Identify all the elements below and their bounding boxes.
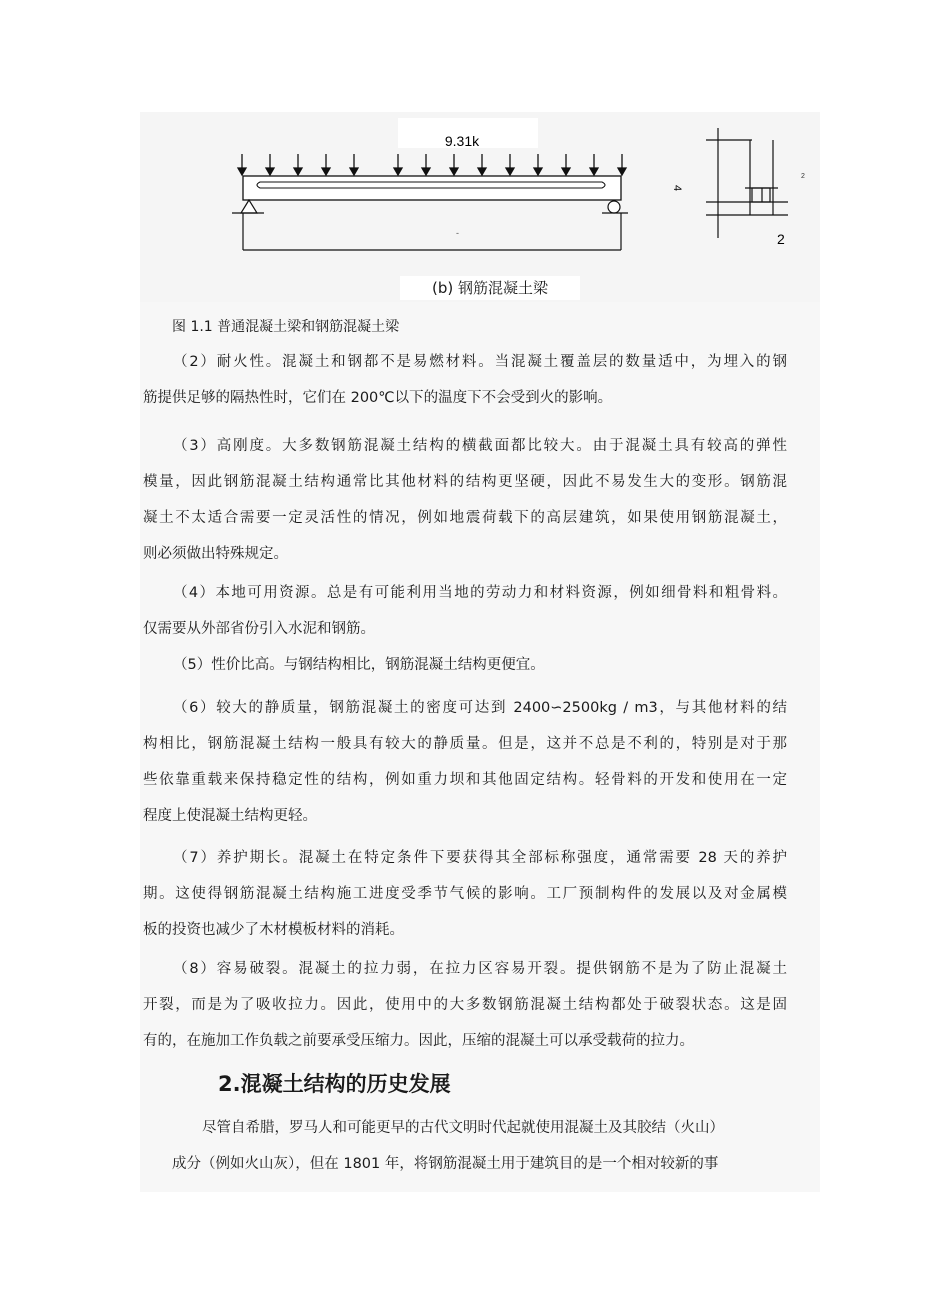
section-label-rotated: 4 — [671, 185, 683, 192]
load-arrow — [238, 154, 246, 175]
text-line: （8）容易破裂。混凝土的拉力弱，在拉力区容易开裂。提供钢筋不是为了防止混凝土 — [173, 961, 787, 977]
text-line: 期。这使得钢筋混凝土结构施工进度受季节气候的影响。工厂预制构件的发展以及对金属模 — [143, 886, 787, 902]
paragraph-curing — [143, 840, 787, 948]
load-arrow — [618, 154, 626, 175]
load-arrow — [350, 154, 358, 175]
history-line-1: 尽管自希腊，罗马人和可能更早的古代文明时代起就使用混凝土及其胶结（火山） — [202, 1120, 724, 1136]
text-line: 有的，在施加工作负载之前要承受压缩力。因此，压缩的混凝土可以承受载荷的拉力。 — [143, 1033, 694, 1049]
section-label-bottom: 2 — [777, 231, 785, 247]
text-line: 板的投资也减少了木材模板材料的消耗。 — [143, 922, 404, 938]
text-line: 开裂，而是为了吸收拉力。因此，使用中的大多数钢筋混凝土结构都处于破裂状态。这是固 — [143, 997, 787, 1013]
load-arrow — [266, 154, 274, 175]
load-arrow — [394, 154, 402, 175]
text-line: （2）耐火性。混凝土和钢都不是易燃材料。当混凝土覆盖层的数量适中，为埋入的钢 — [173, 354, 787, 370]
load-arrow — [590, 154, 598, 175]
text-line: （3）高刚度。大多数钢筋混凝土结构的横截面都比较大。由于混凝土具有较高的弹性 — [173, 438, 787, 454]
section-label-small: 2 — [801, 173, 805, 180]
text-line: 程度上使混凝土结构更轻。 — [143, 808, 317, 824]
text-line: （7）养护期长。混凝土在特定条件下要获得其全部标称强度，通常需要 28 天的养护 — [173, 850, 787, 866]
text-line: （4）本地可用资源。总是有可能利用当地的劳动力和材料资源，例如细骨料和粗骨料。 — [173, 585, 787, 601]
paragraph-fire-resistance — [143, 344, 787, 416]
load-arrow — [322, 154, 330, 175]
pin-support — [241, 200, 257, 213]
load-label: 9.31k — [444, 133, 480, 149]
load-arrow — [478, 154, 486, 175]
roller-support — [608, 201, 620, 213]
load-arrow — [562, 154, 570, 175]
text-line: 则必须做出特殊规定。 — [143, 546, 288, 562]
text-line: 些依靠重载来保持稳定性的结构，例如重力坝和其他固定结构。轻骨料的开发和使用在一定 — [143, 772, 787, 788]
paragraph-cracking — [143, 951, 787, 1059]
beam-figure — [140, 112, 820, 302]
paragraph-stiffness — [143, 428, 787, 572]
load-arrow — [450, 154, 458, 175]
load-arrow — [506, 154, 514, 175]
dash-mark: - — [456, 228, 459, 238]
section-heading: 2.混凝土结构的历史发展 — [218, 1072, 451, 1096]
load-arrow — [422, 154, 430, 175]
text-line: 凝土不太适合需要一定灵活性的情况，例如地震荷载下的高层建筑，如果使用钢筋混凝土， — [143, 510, 787, 526]
load-arrow — [534, 154, 542, 175]
figure-title: 图 1.1 普通混凝土梁和钢筋混凝土梁 — [172, 319, 400, 335]
text-line: 构相比，钢筋混凝土结构一般具有较大的静质量。但是，这并不总是不利的，特别是对于那 — [143, 736, 787, 752]
text-line: 仅需要从外部省份引入水泥和钢筋。 — [143, 621, 375, 637]
text-line: 筋提供足够的隔热性时，它们在 200℃以下的温度下不会受到火的影响。 — [143, 390, 613, 406]
history-line-2: 成分（例如火山灰），但在 1801 年，将钢筋混凝土用于建筑目的是一个相对较新的事 — [172, 1156, 719, 1172]
paragraph-static-mass — [143, 690, 787, 834]
cross-section — [706, 128, 788, 238]
text-line: （5）性价比高。与钢结构相比，钢筋混凝土结构更便宜。 — [173, 657, 545, 673]
paragraph-local-resources — [143, 575, 787, 647]
text-line: （6）较大的静质量，钢筋混凝土的密度可达到 2400∽2500kg / m3，与其他材料的结 — [173, 700, 787, 716]
paragraph-cost — [143, 647, 787, 683]
figure-caption: (b) 钢筋混凝土梁 — [400, 276, 580, 300]
load-arrow — [294, 154, 302, 175]
load-arrows — [238, 154, 626, 175]
text-line: 模量，因此钢筋混凝土结构通常比其他材料的结构更坚硬，因此不易发生大的变形。钢筋混 — [143, 474, 787, 490]
